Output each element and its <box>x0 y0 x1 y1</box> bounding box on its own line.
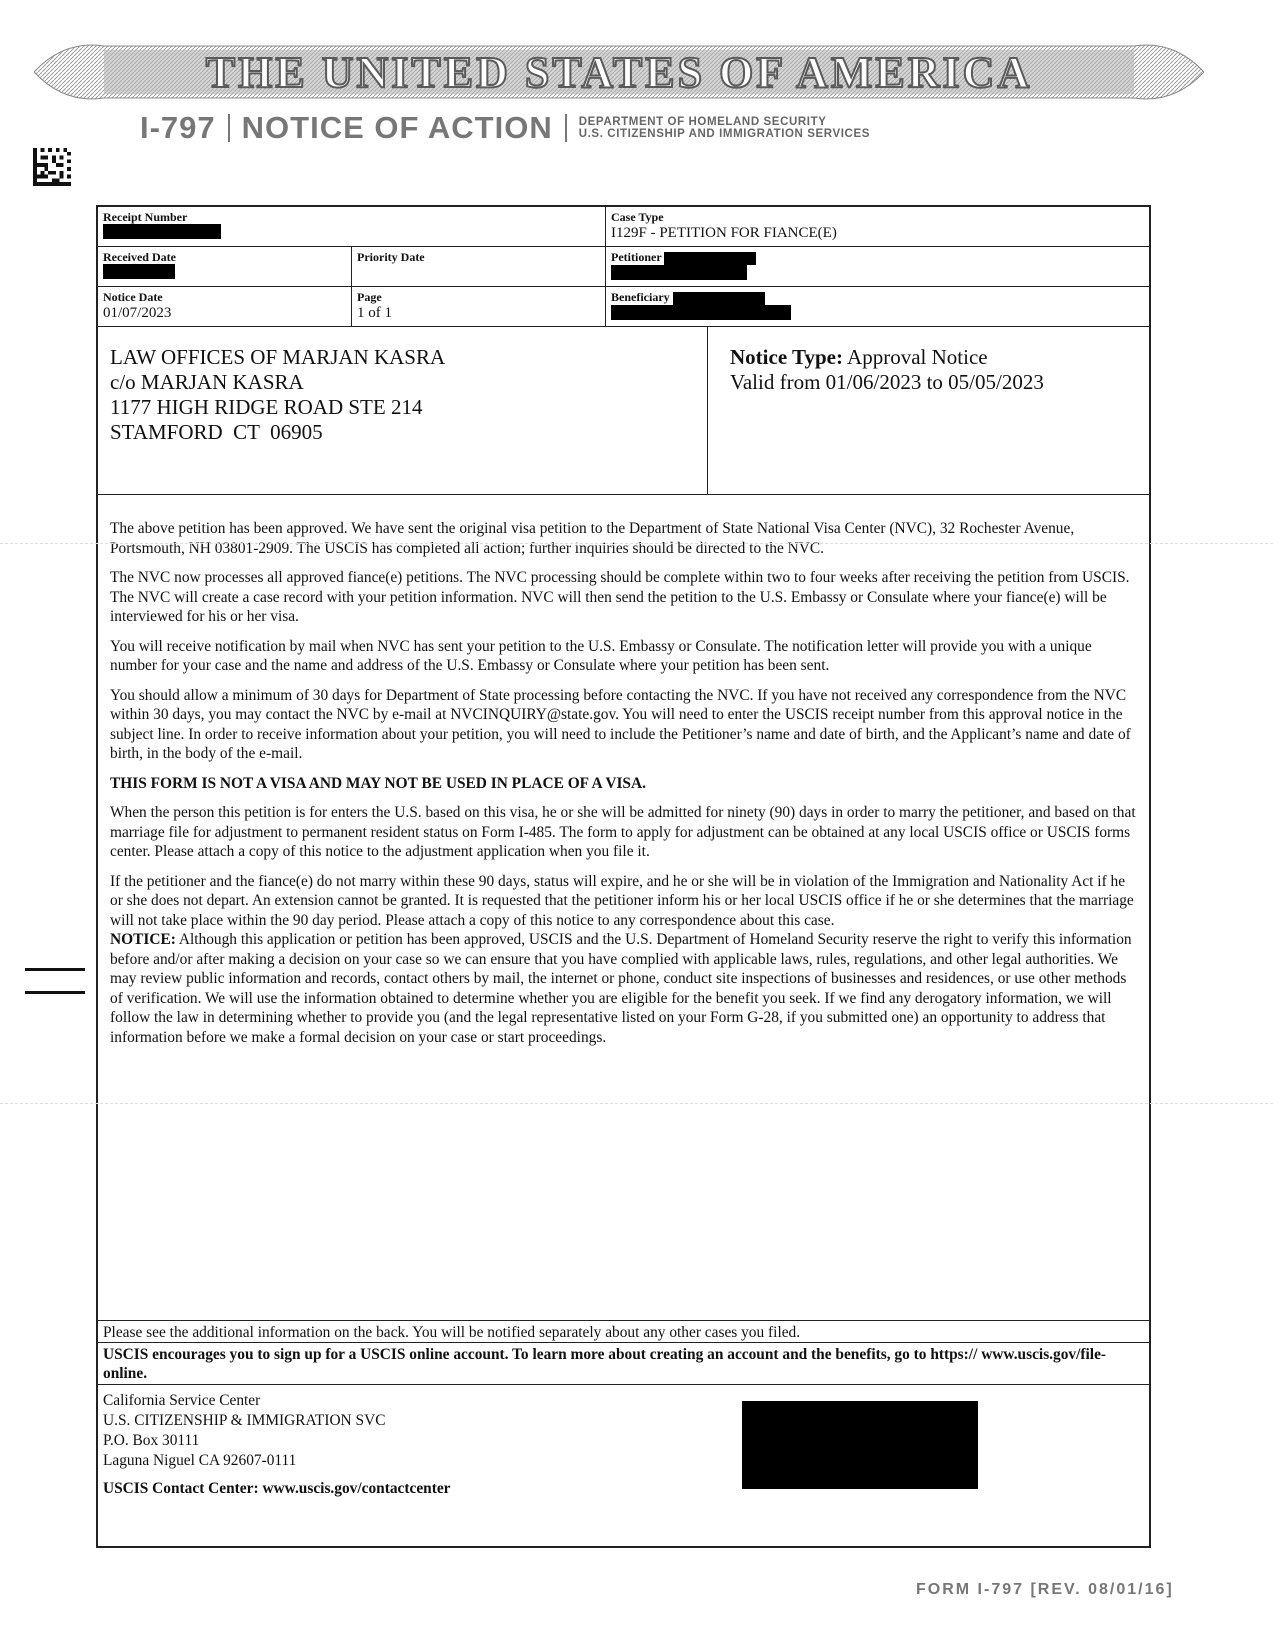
barcode-icon <box>33 148 71 186</box>
receipt-number-cell <box>98 207 606 247</box>
priority-date-cell <box>352 247 606 287</box>
petitioner-redaction <box>664 252 756 265</box>
received-date-redaction <box>103 264 175 279</box>
page-value: 1 of 1 <box>357 305 392 321</box>
address-line-4: STAMFORD CT 06905 <box>110 420 323 444</box>
notice-date-value: 01/07/2023 <box>103 305 172 321</box>
notice-type-block <box>730 345 1044 395</box>
online-account-text: USCIS encourages you to sign up for a USCIS online account. To learn more about creating an account and the benefits, go to https:// www.uscis.gov/file-online. <box>103 1346 1107 1382</box>
address-line-1: LAW OFFICES OF MARJAN KASRA <box>110 345 446 369</box>
service-center-name: California Service Center <box>103 1392 261 1409</box>
agency-line: U.S. CITIZENSHIP AND IMMIGRATION SERVICES <box>578 128 870 140</box>
notice-body <box>110 519 1140 1057</box>
beneficiary-name-redaction <box>611 305 791 320</box>
banner <box>34 40 1204 104</box>
notice-date-label: Notice Date <box>103 290 163 304</box>
department-line: DEPARTMENT OF HOMELAND SECURITY <box>578 116 827 128</box>
received-date-label: Received Date <box>103 250 176 264</box>
notice-text: Although this application or petition has been approved, USCIS and the U.S. Department of Homeland Security reserve the right to verify this information before and/or after making a decision on your case so we can ensure that you have complied with applicable laws, rules, regulations, and other legal authorities. We may review public information and records, contact others by mail, the internet or phone, conduct site inspections of businesses and residences, or use other methods of verification. We will use the information obtained to determine whether you are eligible for the benefit you seek. If we find any derogatory information, we will follow the law in determining whether to provide you (and the legal representative listed on your Form G-28, if you submitted one) an opportunity to address that information before we make a formal decision on your case or start proceedings. <box>110 931 1132 1046</box>
fold-line <box>0 543 1273 544</box>
form-title-line <box>140 108 870 148</box>
notice-title: NOTICE OF ACTION <box>241 110 553 145</box>
contact-center: USCIS Contact Center: www.uscis.gov/contactcenter <box>103 1480 451 1497</box>
notice-type-label: Notice Type: <box>730 345 843 369</box>
address-line-2: c/o MARJAN KASRA <box>110 370 304 394</box>
fold-line <box>0 1103 1273 1104</box>
priority-date-label: Priority Date <box>357 250 425 264</box>
paragraph-expiration: If the petitioner and the fiance(e) do not marry within these 90 days, status will expire, and he or she will be in violation of the Immigration and Nationality Act if he or she does not depart. An extension cannot be granted. It is requested that the petitioner inform his or her local USCIS office if he or she determines that the marriage will not take place within the 90 day period. Please attach a copy of this notice to any correspondence about this case. <box>110 872 1134 929</box>
title-divider <box>565 114 567 142</box>
beneficiary-cell <box>606 287 1151 327</box>
paragraph-notification: You will receive notification by mail when NVC has sent your petition to the U.S. Embassy or Consulate. The notification letter will provide you with a unique number for your case and the name and address of the U.S. Embassy or Consulate where your petition has been sent. <box>110 637 1092 674</box>
online-account-row <box>98 1342 1149 1384</box>
notice-label: NOTICE: <box>110 931 176 948</box>
additional-info-text: Please see the additional information on the back. You will be notified separately about any other cases you filed. <box>103 1324 801 1341</box>
service-center-po-box: P.O. Box 30111 <box>103 1432 200 1449</box>
form-revision: FORM I-797 [REV. 08/01/16] <box>916 1581 1174 1598</box>
beneficiary-redaction <box>673 292 765 305</box>
notice-form <box>96 205 1151 1548</box>
address-line-3: 1177 HIGH RIDGE ROAD STE 214 <box>110 395 423 419</box>
beneficiary-label-row <box>611 290 1146 305</box>
paragraph-not-a-visa: THIS FORM IS NOT A VISA AND MAY NOT BE USED IN PLACE OF A VISA. <box>110 774 646 792</box>
beneficiary-label: Beneficiary <box>611 290 670 304</box>
notice-type-value: Approval Notice <box>847 345 988 369</box>
case-type-label: Case Type <box>611 210 664 224</box>
department-block <box>579 116 870 140</box>
paragraph-notice <box>110 930 1140 1047</box>
margin-mark <box>25 991 85 994</box>
notice-date-cell <box>98 287 352 327</box>
receipt-number-label: Receipt Number <box>103 210 188 224</box>
paragraph-approval: The above petition has been approved. We have sent the original visa petition to the Department of State National Visa Center (NVC), 32 Rochester Avenue, Portsmouth, NH 03801-2909. The USCIS has completed all action; further inquiries should be directed to the NVC. <box>110 520 1075 557</box>
case-type-value: I129F - PETITION FOR FIANCE(E) <box>611 225 837 241</box>
petitioner-name-redaction <box>611 265 747 280</box>
additional-info-row <box>98 1320 1149 1342</box>
service-center-city: Laguna Niguel CA 92607-0111 <box>103 1452 297 1469</box>
petitioner-label-row <box>611 250 1146 265</box>
receipt-number-redaction <box>103 224 221 239</box>
service-center-row <box>98 1384 1149 1546</box>
paragraph-contact-nvc: You should allow a minimum of 30 days for Department of State processing before contacting the NVC. If you have not received any correspondence from the NVC within 30 days, you may contact the NVC by e-mail at NVCINQUIRY@state.gov. You will need to enter the USCIS receipt number from this approval notice in the subject line. In order to receive information about your petition, you will need to include the Petitioner’s name and date of birth, and the Applicant’s name and date of birth, in the body of the e-mail. <box>110 686 1131 762</box>
page-cell <box>352 287 606 327</box>
paragraph-admission: When the person this petition is for enters the U.S. based on this visa, he or she will be admitted for ninety (90) days in order to marry the petitioner, and based on that marriage file for adjustment to permanent resident status on Form I-485. The form to apply for adjustment can be obtained at any local USCIS office or USCIS forms center. Please attach a copy of this notice to the adjustment application when you file it. <box>110 804 1136 860</box>
petitioner-label: Petitioner <box>611 250 662 264</box>
barcode-redaction <box>742 1401 978 1489</box>
form-number: I-797 <box>140 110 216 145</box>
margin-mark <box>25 968 85 971</box>
banner-title: THE UNITED STATES OF AMERICA <box>205 47 1033 97</box>
mailing-address <box>110 345 445 445</box>
service-center-agency: U.S. CITIZENSHIP & IMMIGRATION SVC <box>103 1412 386 1429</box>
paragraph-nvc-processing: The NVC now processes all approved fiance(e) petitions. The NVC processing should be complete within two to four weeks after receiving the petition from USCIS. The NVC will create a case record with your petition information. NVC will then send the petition to the U.S. Embassy or Consulate where your fiance(e) will be interviewed for his or her visa. <box>110 569 1130 625</box>
page-label: Page <box>357 290 382 304</box>
validity-period: Valid from 01/06/2023 to 05/05/2023 <box>730 370 1044 394</box>
case-type-cell <box>606 207 1151 247</box>
received-date-cell <box>98 247 352 287</box>
petitioner-cell <box>606 247 1151 287</box>
title-divider <box>228 114 230 142</box>
